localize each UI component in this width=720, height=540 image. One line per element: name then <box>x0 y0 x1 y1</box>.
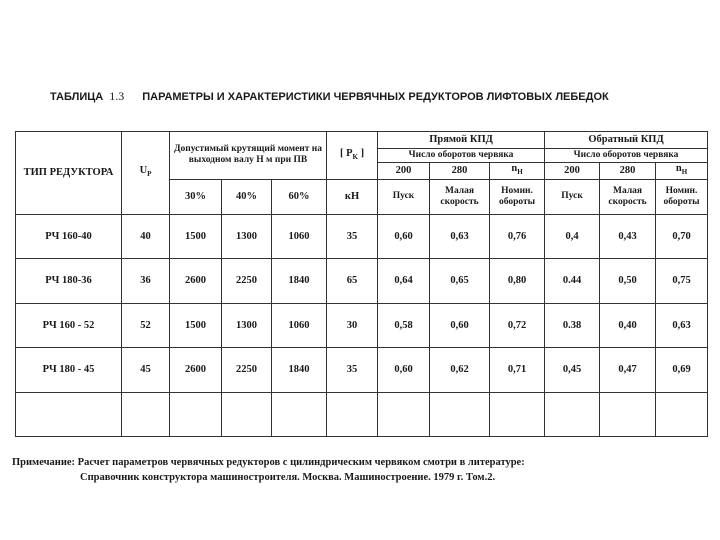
header-rpm-280-reverse: 280 <box>600 163 656 180</box>
empty-cell <box>430 392 490 436</box>
reducer-parameters-table <box>15 131 708 437</box>
cell-r280: 0,43 <box>600 214 656 258</box>
cell-d280: 0,65 <box>430 259 490 303</box>
subscript: H <box>681 168 688 177</box>
cell-up: 52 <box>122 303 170 347</box>
header-mode-nominal-reverse: Номин. обороты <box>656 179 708 214</box>
cell-dn: 0,72 <box>490 303 545 347</box>
cell-d280: 0,60 <box>430 303 490 347</box>
header-rpm-280: 280 <box>430 163 490 180</box>
cell-d200: 0,58 <box>378 303 430 347</box>
empty-cell <box>490 392 545 436</box>
title-prefix: ТАБЛИЦА <box>50 91 104 103</box>
cell-t60: 1060 <box>272 303 327 347</box>
empty-cell <box>122 392 170 436</box>
table-row <box>16 348 708 392</box>
empty-cell <box>327 392 378 436</box>
subscript: P <box>147 170 152 179</box>
cell-t40: 1300 <box>222 214 272 258</box>
cell-dn: 0,80 <box>490 259 545 303</box>
cell-rn: 0,69 <box>656 348 708 392</box>
footnote-line-2: Справочник конструктора машиностроителя. Москва. Машиностроение. 1979 г. Том.2. <box>80 472 496 483</box>
header-direct-efficiency: Прямой КПД <box>378 132 545 149</box>
cell-r200: 0.38 <box>545 303 600 347</box>
empty-cell <box>16 392 122 436</box>
cell-d280: 0,62 <box>430 348 490 392</box>
cell-type: РЧ 160 - 52 <box>16 303 122 347</box>
cell-up: 45 <box>122 348 170 392</box>
empty-cell <box>656 392 708 436</box>
header-pv-60: 60% <box>272 179 327 214</box>
subscript: H <box>517 168 523 177</box>
cell-t30: 2600 <box>170 348 222 392</box>
table-row <box>16 259 708 303</box>
cell-t40: 1300 <box>222 303 272 347</box>
cell-r200: 0.44 <box>545 259 600 303</box>
cell-r280: 0,40 <box>600 303 656 347</box>
cell-r280: 0,47 <box>600 348 656 392</box>
footnote <box>12 455 702 485</box>
cell-d200: 0,60 <box>378 214 430 258</box>
title-text: ПАРАМЕТРЫ И ХАРАКТЕРИСТИКИ ЧЕРВЯЧНЫХ РЕДУКТОРОВ ЛИФТОВЫХ ЛЕБЕДОК <box>142 91 609 103</box>
cell-t30: 2600 <box>170 259 222 303</box>
cell-type: РЧ 180-36 <box>16 259 122 303</box>
cell-t40: 2250 <box>222 348 272 392</box>
cell-dn: 0,76 <box>490 214 545 258</box>
cell-r200: 0,4 <box>545 214 600 258</box>
cell-pk: 65 <box>327 259 378 303</box>
cell-rn: 0,75 <box>656 259 708 303</box>
cell-type: РЧ 160-40 <box>16 214 122 258</box>
cell-up: 40 <box>122 214 170 258</box>
cell-type: РЧ 180 - 45 <box>16 348 122 392</box>
cell-t60: 1840 <box>272 259 327 303</box>
cell-pk: 35 <box>327 214 378 258</box>
header-type: ТИП РЕДУКТОРА <box>16 132 122 215</box>
header-mode-start: Пуск <box>378 179 430 214</box>
empty-cell <box>378 392 430 436</box>
table-row <box>16 214 708 258</box>
cell-r200: 0,45 <box>545 348 600 392</box>
header-pv-30: 30% <box>170 179 222 214</box>
header-rpm-200-reverse: 200 <box>545 163 600 180</box>
table-title <box>50 89 690 104</box>
cell-t40: 2250 <box>222 259 272 303</box>
cell-rn: 0,63 <box>656 303 708 347</box>
cell-r280: 0,50 <box>600 259 656 303</box>
cell-pk: 30 <box>327 303 378 347</box>
header-up: $U_P$ <box>122 132 170 215</box>
empty-cell <box>170 392 222 436</box>
header-worm-speed-direct: Число оборотов червяка <box>378 148 545 162</box>
empty-cell <box>545 392 600 436</box>
header-rpm-200: 200 <box>378 163 430 180</box>
cell-d200: 0,64 <box>378 259 430 303</box>
header-pk-unit: кН <box>327 179 378 214</box>
cell-t30: 1500 <box>170 214 222 258</box>
empty-cell <box>600 392 656 436</box>
header-worm-speed-reverse: Число оборотов червяка <box>545 148 708 162</box>
header-reverse-efficiency: Обратный КПД <box>545 132 708 149</box>
cell-d200: 0,60 <box>378 348 430 392</box>
subscript: K <box>352 152 358 161</box>
header-mode-nominal: Номин. обороты <box>490 179 545 214</box>
empty-cell <box>272 392 327 436</box>
footnote-line-1: Примечание: Расчет параметров червячных редукторов с цилиндрическим червяком смотри в литературе: <box>12 457 525 468</box>
cell-rn: 0,70 <box>656 214 708 258</box>
header-rpm-nominal-reverse: $n_H$ <box>656 163 708 180</box>
header-rpm-nominal: $n_H$ <box>490 163 545 180</box>
table-row-empty <box>16 392 708 436</box>
title-number: 1.3 <box>109 89 125 103</box>
cell-d280: 0,63 <box>430 214 490 258</box>
empty-cell <box>222 392 272 436</box>
header-mode-low-speed: Малая скорость <box>430 179 490 214</box>
cell-t60: 1060 <box>272 214 327 258</box>
header-mode-start-reverse: Пуск <box>545 179 600 214</box>
header-mode-low-speed-reverse: Малая скорость <box>600 179 656 214</box>
cell-t30: 1500 <box>170 303 222 347</box>
cell-up: 36 <box>122 259 170 303</box>
cell-dn: 0,71 <box>490 348 545 392</box>
cell-t60: 1840 <box>272 348 327 392</box>
header-pv-40: 40% <box>222 179 272 214</box>
header-torque: Допустимый крутящий момент на выходном валу Н м при ПВ <box>170 132 327 180</box>
table-row <box>16 303 708 347</box>
header-pk: [ $P_K$ ] <box>327 132 378 180</box>
cell-pk: 35 <box>327 348 378 392</box>
